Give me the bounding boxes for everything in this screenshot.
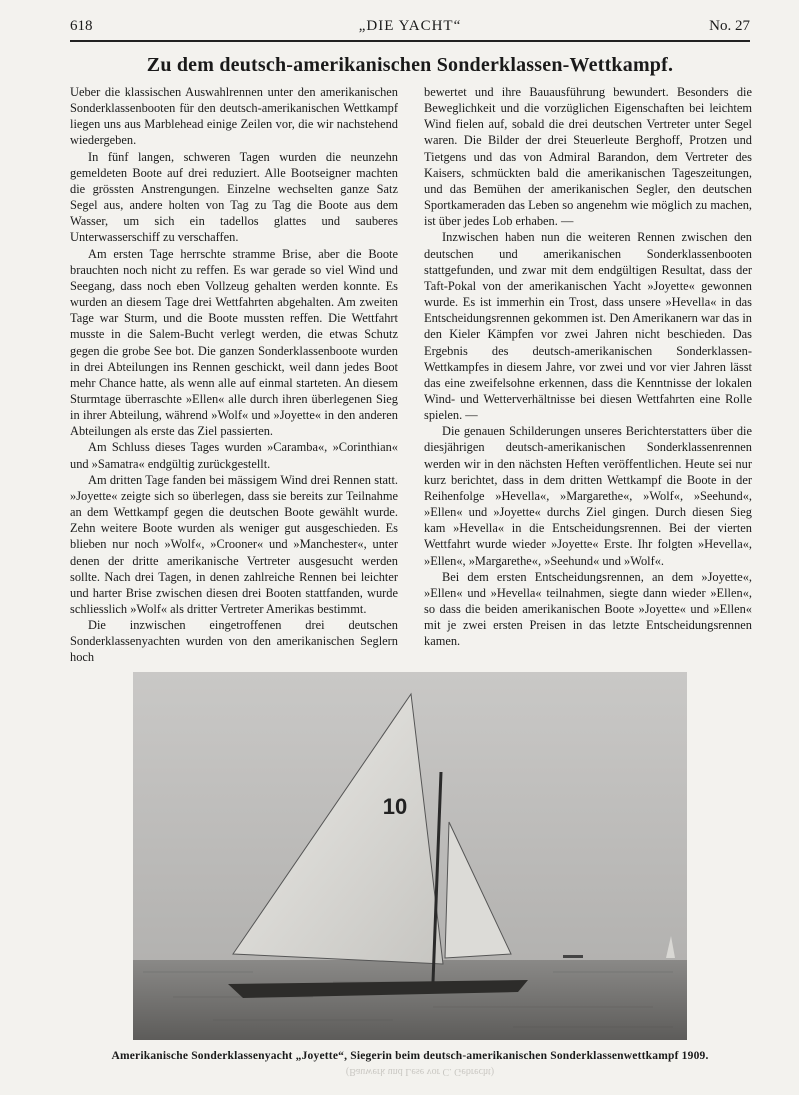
distant-steamer — [563, 955, 583, 958]
paragraph: Am dritten Tage fanden bei mässigem Wind drei Rennen statt. »Joyette« zeigte sich so überlegen, dass sie bereits zur Teilnahme an dem Wettkampf gegen die deutschen Boote gewählt wurde. Zehn weitere Boote wurden als weniger gut ausgeschieden. Es blieben nur noch »Wolf«, »Crooner« und »Manchester«, unter denen der dritte amerikanische Vertreter ausgesucht werden sollte. Nach drei Tagen, in denen zahlreiche Rennen bei leichter und harter Brise zwischen diesen drei Booten stattfanden, wurde schliesslich »Wolf« als dritter Vertreter Amerikas bestimmt. — [70, 472, 398, 616]
paragraph: bewertet und ihre Bauausführung bewundert. Besonders die Beweglichkeit und die vorzüglichen Eigenschaften bei leichtem Wind fielen auf, sobald die drei deutschen Vertreter unter Segel waren. Die Bilder der drei Steuerleute Berghoff, Protzen und Tietgens und das von Admiral Barandon, dem Vertreter des Kaisers, schmückten bald die amerikanischen Tageszeitungen, und das Bemühen der amerikanischen Segler, den deutschen Sportkameraden das Leben so angenehm wie möglich zu machen, ist über jedes Lob erhaben. — — [424, 85, 752, 229]
yacht-illustration — [133, 672, 687, 1040]
bleed-through-text: (Bauwerk und Lese vor C. Gebrecht) — [345, 1066, 495, 1077]
paragraph: Inzwischen haben nun die weiteren Rennen zwischen den deutschen und amerikanischen Sonderklassenbooten stattgefunden, und zwar mit dem endgültigen Resultat, dass der Taft-Pokal von der amerikanischen Yacht »Joyette« gewonnen wurde. Es ist immerhin ein Trost, dass unsere »Hevella« in das Entscheidungsrennen gekommen ist. Den Amerikanern war das in den Kieler Kämpfen vor zwei Jahren nicht beschieden. Das Ergebnis des deutsch-amerikanischen Sonderklassen-Wettkampfes in diesem Jahre, vor zwei und vor vier Jahren lässt das eine zweifelsohne erkennen, dass die Kenntnisse der lokalen Wind- und Wetterverhältnisse bei diesen Wettfahrten eine Rolle spielen. — — [424, 230, 752, 423]
yacht-photograph — [133, 672, 687, 1040]
page-number: 618 — [70, 18, 93, 34]
paragraph: Am Schluss dieses Tages wurden »Caramba«, »Corinthian« und »Samatra« endgültig zurückgestellt. — [70, 440, 398, 471]
text-column-right — [424, 84, 752, 649]
paragraph: Die inzwischen eingetroffenen drei deutschen Sonderklassenyachten wurden von den amerikanischen Seglern hoch — [70, 618, 398, 665]
journal-title: „DIE YACHT“ — [358, 18, 462, 34]
article-title: Zu dem deutsch-amerikanischen Sonderklassen-Wettkampf. — [146, 54, 674, 76]
paragraph: In fünf langen, schweren Tagen wurden die neunzehn gemeldeten Boote auf drei reduziert. Alle Bootseigner machten die grössten Anstrengungen. Einzelne wechselten ganze Satz Segel aus, andere holten von Tag zu Tag die Boote aus dem Wasser, um sich ein tadellos glattes und sauberes Unterwasserschiff zu verschaffen. — [70, 149, 398, 245]
paragraph: Ueber die klassischen Auswahlrennen unter den amerikanischen Sonderklassenbooten für den deutsch-amerikanischen Wettkampf liegen uns aus Marblehead einige Zeilen vor, die wir nachstehend wiedergeben. — [70, 85, 398, 148]
issue-number: No. 27 — [709, 18, 750, 34]
header-rule — [70, 40, 750, 42]
paragraph: Bei dem ersten Entscheidungsrennen, an dem »Joyette«, »Ellen« und »Hevella« teilnahmen, siegte dann wieder »Ellen«, so dass die beiden amerikanischen Boote »Joyette« und »Ellen« mit je zwei ersten Preisen in das letzte Entscheidungsrennen kamen. — [424, 569, 752, 649]
text-column-left — [70, 84, 398, 666]
figure-caption: Amerikanische Sonderklassenyacht „Joyette“, Siegerin beim deutsch-amerikanischen Sonderklassenwettkampf 1909. — [111, 1050, 709, 1062]
paragraph: Die genauen Schilderungen unseres Berichterstatters über die diesjährigen deutsch-amerikanischen Sonderklassenrennen werden wir in den nächsten Heften veröffentlichen. Heute sei nur kurz berichtet, dass in dem dritten Wettkampf die Boote in der Reihenfolge »Hevella«, »Margarethe«, »Wolf«, »Seehund«, »Ellen« und »Joyette« durchs Ziel gingen. Durch diesen Sieg kam »Hevella« in die Entscheidungsrennen. Bei der vierten Wettfahrt wurde wieder »Joyette« Erste. Ihr folgten »Hevella«, »Ellen«, »Margarethe«, »Seehund« und »Wolf«. — [424, 424, 752, 568]
sail-number: 10 — [382, 794, 408, 819]
paragraph: Am ersten Tage herrschte stramme Brise, aber die Boote brauchten noch nicht zu reffen. Es war gerade so viel Wind und Seegang, dass noch eben Vollzeug gehalten werden konnte. Es wurden an diesem Tage drei Wettfahrten abgehalten. Am zweiten Tage war Sturm, und die Boote mussten reffen. Die Wettfahrt musste in die Salem-Bucht verlegt werden, die etwas Schutz gegen die grobe See bot. Die ganzen Sonderklassenboote wurden in drei Abteilungen ins Rennen geschickt, weil dann jedes Boot mehr Chance hatte, als wenn alle auf einmal starteten. An diesem Sturmtage überraschte »Ellen« alle durch ihren überlegenen Sieg in ihrer Abteilung, während »Wolf« und »Joyette« in den anderen Abteilungen als erste das Ziel passierten. — [70, 246, 398, 439]
page-header — [70, 16, 750, 40]
